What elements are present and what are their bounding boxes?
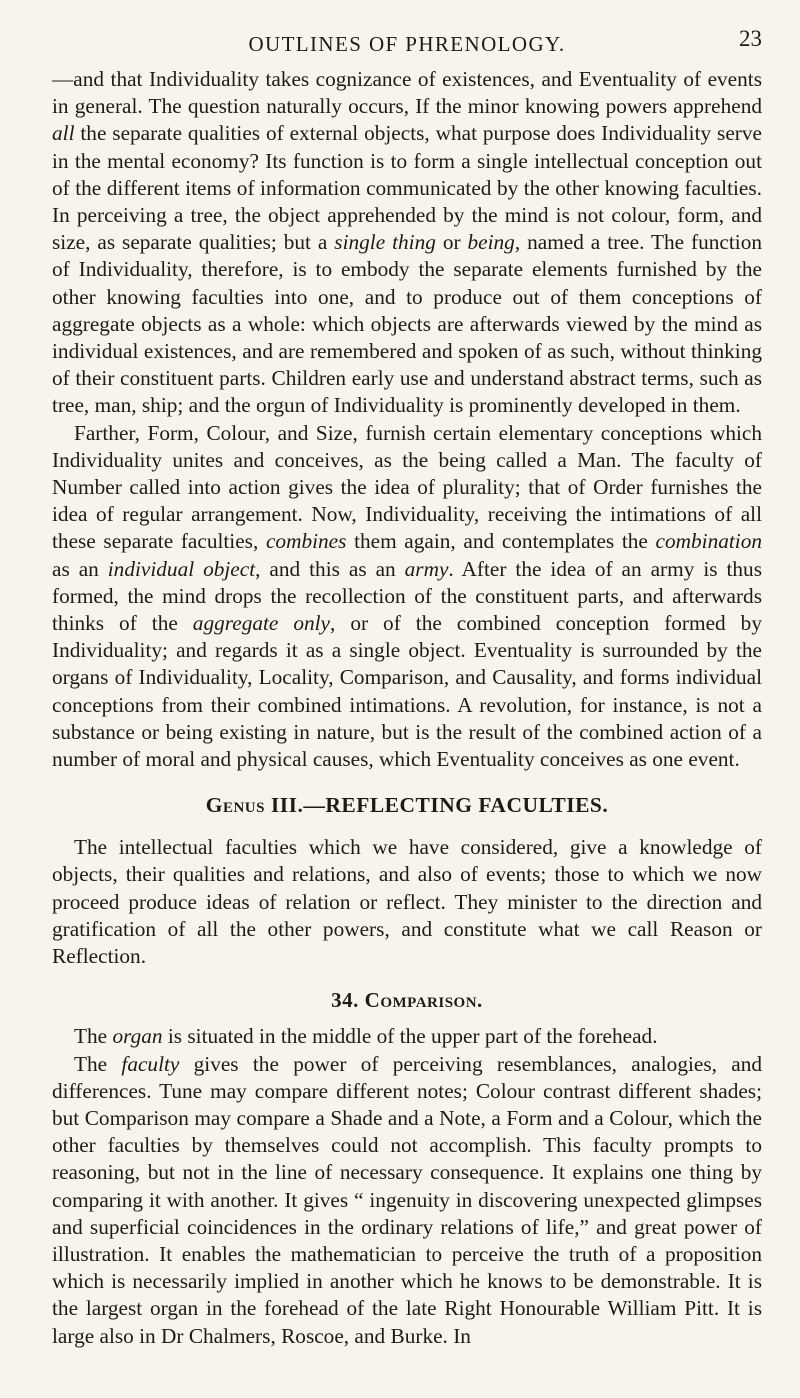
italic-text: aggregate only (192, 611, 331, 636)
italic-text: combination (655, 529, 763, 554)
italic-text: combines (265, 529, 347, 554)
paragraph-text: or (435, 230, 468, 255)
paragraph-text: —and that Individuality takes cognizance of existences, and Eventuality of events in general. The question naturally occurs, If the minor knowing powers apprehend (52, 67, 762, 119)
paragraph-text: , named a tree. The function of Individuality, therefore, is to embody the separate elements furnished by the other knowing faculties into one, and to produce out of them conceptions of aggregate objects as a whole: which objects are afterwards viewed by the mind as individual existences, and are remembered and spoken of as such, without thinking of their constituent parts. Children early use and understand abstract terms, such as tree, man, ship; and the orgun of Individuality is prominently developed in them. (52, 230, 763, 418)
page-number: 23 (739, 26, 762, 51)
genus-title: III.—REFLECTING FACULTIES. (264, 793, 609, 818)
paragraph-text: them again, and contemplates the (346, 529, 656, 554)
paragraph-text: , and this as an (255, 556, 405, 581)
italic-text: single thing (334, 230, 436, 255)
italic-text: organ (112, 1024, 163, 1049)
paragraph-faculty (52, 1051, 762, 1350)
paragraph-text: the separate qualities of external objects, what purpose does Individuality serve in the mental economy? Its function is to form a single intellectual conception out of the different items of information communicated by the other knowing faculties. In perceiving a tree, the object apprehended by the mind is not colour, form, and size, as separate qualities; but a (52, 121, 762, 255)
genus-word: Genus (205, 793, 265, 818)
paragraph-organ (52, 1023, 762, 1050)
italic-text: being (467, 230, 515, 255)
italic-text: faculty (121, 1051, 180, 1076)
paragraph-text: is situated in the middle of the upper part of the forehead. (162, 1024, 658, 1049)
italic-text: all (52, 121, 75, 146)
paragraph-text: . After the idea of an army is thus formed, the mind drops the recollection of the constituent parts, and afterwards thinks of the (52, 556, 762, 636)
paragraph-text: , or of the combined conception formed by Individuality; and regards it as a single object. Eventuality is surrounded by the organs of Individuality, Locality, Comparison, and Causality, and forms individual conceptions from their combined intimations. A revolution, for instance, is not a substance or being existing in nature, but is the result of the combined action of a number of moral and physical causes, which Eventuality conceives as one event. (52, 611, 762, 772)
paragraph-text: gives the power of perceiving resemblances, analogies, and differences. Tune may compare different notes; Colour contrast different shades; but Comparison may compare a Shade and a Note, a Form and a Colour, which the other faculties by themselves could not accomplish. This faculty prompts to reasoning, but not in the line of necessary consequence. It explains one thing by comparing it with another. It gives “ ingenuity in discovering unexpected glimpses and superficial coincidences in the ordinary relations of life,” and great power of illustration. It enables the mathematician to perceive the truth of a proposition which is necessarily implied in another which he knows to be demonstrable. It is the largest organ in the forehead of the late Right Honourable William Pitt. It is large also in Dr Chalmers, Roscoe, and Burke. In (52, 1051, 762, 1348)
italic-text: individual object (107, 556, 256, 581)
paragraph-text: Farther, Form, Colour, and Size, furnish certain elementary conceptions which Individuality unites and conceives, as the being called a Man. The faculty of Number called into action gives the idea of plurality; that of Order furnishes the idea of regular arrangement. Now, Individuality, receiving the intimations of all these separate faculties, (52, 420, 762, 554)
paragraph-text: The (74, 1051, 122, 1076)
paragraph-text: The (74, 1024, 113, 1049)
paragraph-text: as an (52, 556, 108, 581)
genus-heading (52, 793, 762, 818)
italic-text: army (404, 556, 449, 581)
paragraph-combination (52, 420, 762, 774)
running-title: OUTLINES OF PHRENOLOGY. (248, 32, 566, 56)
subsection-heading: 34. Comparison. (331, 988, 483, 1013)
paragraph-reflecting-faculties: The intellectual faculties which we have considered, give a knowledge of objects, their qualities and relations, and also of events; those to which we now proceed produce ideas of relation or reflect. They minister to the direction and gratification of all the other powers, and constitute what we call Reason or Reflection. (52, 835, 762, 969)
running-head (52, 26, 762, 66)
paragraph-individuality (52, 66, 762, 420)
